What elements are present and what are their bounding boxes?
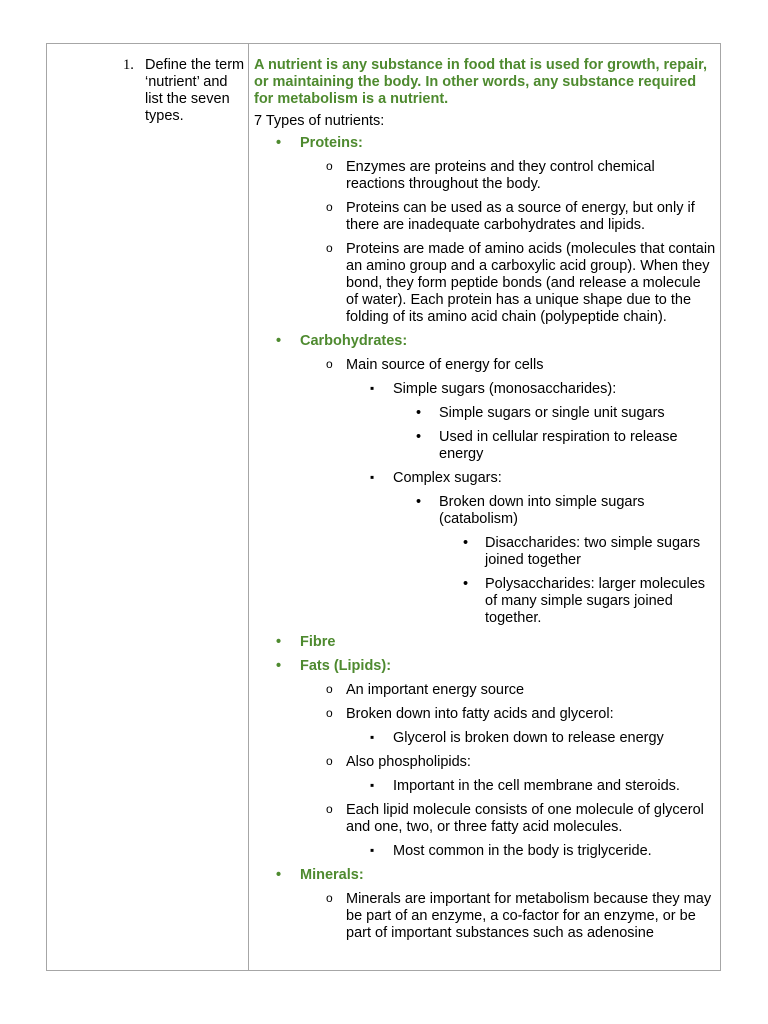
answer-cell [254,57,716,949]
list-item-text: Glycerol is broken down to release energy [393,730,664,746]
list-item-text: Used in cellular respiration to release energy [439,429,678,462]
square-bullet-icon: ▪ [370,730,375,744]
list-item [254,754,716,771]
circle-bullet-icon: o [326,200,333,214]
list-item [254,357,716,374]
list-item [254,494,716,528]
list-item [254,429,716,463]
bullet-icon: • [463,576,469,592]
circle-bullet-icon: o [326,159,333,173]
list-item [254,730,716,747]
square-bullet-icon: ▪ [370,381,375,395]
bullet-icon: • [416,405,422,421]
bullet-icon: • [276,135,282,151]
list-item [254,200,716,234]
list-item-text: Each lipid molecule consists of one molecule of glycerol and one, two, or three fatty acid molecules. [346,802,704,835]
list-item [254,381,716,398]
list-item-text: Simple sugars (monosaccharides): [393,381,617,397]
list-item-text: Most common in the body is triglyceride. [393,843,652,859]
list-item-text: Disaccharides: two simple sugars joined together [485,535,701,568]
notes-table [46,43,721,971]
nutrient-title: Minerals: [300,867,364,883]
question-text: Define the term ‘nutrient’ and list the seven types. [145,57,245,124]
list-item-text: Polysaccharides: larger molecules of many simple sugars joined together. [485,576,706,626]
list-item-text: Minerals are important for metabolism because they may be part of an enzyme, a co-factor for an enzyme, or be part of important substances such as adenosine [346,891,712,941]
circle-bullet-icon: o [326,891,333,905]
list-item-text: Simple sugars or single unit sugars [439,405,665,421]
square-bullet-icon: ▪ [370,778,375,792]
list-item [254,778,716,795]
list-item-text: Proteins can be used as a source of energy, but only if there are inadequate carbohydrates and lipids. [346,200,695,233]
list-item-text: Enzymes are proteins and they control chemical reactions throughout the body. [346,159,655,192]
list-item [254,159,716,193]
list-item-text: Also phospholipids: [346,754,471,770]
list-item [254,682,716,699]
bullet-icon: • [276,634,282,650]
list-item [254,405,716,422]
nutrient-item-fats [254,658,716,675]
circle-bullet-icon: o [326,754,333,768]
list-item [254,802,716,836]
list-item [254,576,716,627]
list-item-text: Broken down into fatty acids and glycerol: [346,706,614,722]
nutrient-item-minerals [254,867,716,884]
nutrient-title: Proteins: [300,135,363,151]
square-bullet-icon: ▪ [370,843,375,857]
bullet-icon: • [463,535,469,551]
nutrient-definition: A nutrient is any substance in food that is used for growth, repair, or maintaining the body. In other words, any substance required for metabolism is a nutrient. [254,57,708,107]
list-item [254,241,716,326]
square-bullet-icon: ▪ [370,470,375,484]
nutrient-item-proteins [254,135,716,152]
list-item-text: An important energy source [346,682,525,698]
list-item-text: Broken down into simple sugars (catabolism) [439,494,645,527]
list-item-text: Important in the cell membrane and steroids. [393,778,680,794]
list-item [254,470,716,487]
bullet-icon: • [416,429,422,445]
list-item-text: Main source of energy for cells [346,357,544,373]
bullet-icon: • [416,494,422,510]
circle-bullet-icon: o [326,357,333,371]
bullet-icon: • [276,867,282,883]
circle-bullet-icon: o [326,802,333,816]
list-item [254,891,716,942]
list-item [254,706,716,723]
types-heading: 7 Types of nutrients: [254,113,385,129]
circle-bullet-icon: o [326,682,333,696]
list-item [254,535,716,569]
circle-bullet-icon: o [326,241,333,255]
bullet-icon: • [276,658,282,674]
list-item-text: Complex sugars: [393,470,502,486]
circle-bullet-icon: o [326,706,333,720]
nutrient-title: Carbohydrates: [300,333,408,349]
nutrient-title: Fats (Lipids): [300,658,392,674]
nutrient-title: Fibre [300,634,336,650]
question-number: 1. [123,57,134,73]
column-divider [248,44,249,970]
nutrient-item-fibre [254,634,716,651]
list-item-text: Proteins are made of amino acids (molecules that contain an amino group and a carboxylic acid group). When they bond, they form peptide bonds (and release a molecule of water). Each protein has a unique shape due to the folding of its amino acid chain (polypeptide chain). [346,241,716,325]
list-item [254,843,716,860]
nutrient-types-list [254,135,716,942]
bullet-icon: • [276,333,282,349]
nutrient-item-carbohydrates [254,333,716,350]
